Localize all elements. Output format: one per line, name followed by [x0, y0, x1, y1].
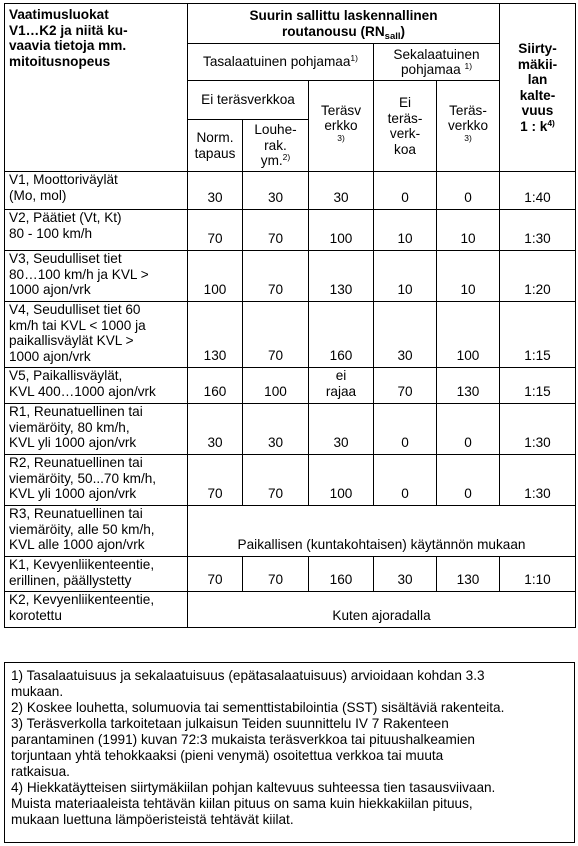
row-label: V4, Seudulliset tiet 60 km/h tai KVL < 1000 ja paikallisväylät KVL > 1000 ajon/vrk — [5, 302, 188, 368]
header-flat-subsoil — [188, 44, 374, 81]
row-value: 160 — [309, 557, 374, 592]
header-mixed-subsoil-line1: Sekalaatuinen — [393, 46, 480, 62]
table-row — [5, 506, 576, 557]
row-value: 10 — [437, 210, 500, 251]
row-value: 100 — [243, 368, 309, 404]
header-flat-subsoil-text: Tasalaatuinen pohjamaa — [203, 54, 351, 70]
row-value: 70 — [243, 251, 309, 302]
row-value: 1:20 — [500, 251, 576, 302]
row-merged-value: Paikallisen (kuntakohtaisen) käytännön mukaan — [188, 506, 576, 557]
header-mixed-subsoil — [374, 44, 500, 81]
row-value: 0 — [437, 172, 500, 210]
row-value: 70 — [243, 455, 309, 506]
header-rock-text: Louhe- rak. ym. — [254, 122, 297, 169]
footnote: 3) Teräsverkolla tarkoitetaan julkaisun Teiden suunnittelu IV 7 Rakenteen parantaminen (1991) kuvan 72:3 mukaista teräsverkkoa tai pituushalkeamien torjuntaan yhtä tehokkaaksi (pieni venymä) osoitettua verkkoa tai muuta ratkaisua. — [11, 716, 475, 779]
row-value: 30 — [374, 557, 437, 592]
footnote: 1) Tasalaatuisuus ja sekalaatuisuus (epätasalaatuisuus) arvioidaan kohdan 3.3 mukaan. — [11, 668, 485, 699]
header-max-frost-heave — [188, 4, 500, 44]
row-value: 10 — [437, 251, 500, 302]
row-label: K2, Kevyenliikenteentie, korotettu — [5, 592, 188, 628]
table-row — [5, 251, 576, 302]
header-mixed-sup: 1) — [464, 61, 473, 71]
row-value: 0 — [437, 404, 500, 455]
row-value: 0 — [374, 172, 437, 210]
row-value: 70 — [188, 557, 243, 592]
row-value: ei rajaa — [309, 368, 374, 404]
row-value: 1:10 — [500, 557, 576, 592]
row-value: 100 — [309, 210, 374, 251]
table-row — [5, 557, 576, 592]
row-value: 0 — [437, 455, 500, 506]
row-value: 160 — [188, 368, 243, 404]
row-label: V1, Moottoriväylät (Mo, mol) — [5, 172, 188, 210]
row-value: 1:40 — [500, 172, 576, 210]
row-merged-value: Kuten ajoradalla — [188, 592, 576, 628]
row-value: 70 — [188, 455, 243, 506]
header-max-frost-heave-close: ) — [400, 23, 406, 39]
header-slope-text: Siirty- mäkii- lan kalte- vuus 1 : k — [517, 41, 558, 134]
row-value: 130 — [437, 557, 500, 592]
row-value: 30 — [374, 302, 437, 368]
row-value: 1:15 — [500, 368, 576, 404]
row-value: 100 — [437, 302, 500, 368]
header-flat-sup: 1) — [350, 53, 358, 64]
row-value: 30 — [309, 172, 374, 210]
row-label: V3, Seudulliset tiet 80…100 km/h ja KVL > 1000 ajon/vrk — [5, 251, 188, 302]
row-value: 30 — [243, 172, 309, 210]
row-value: 70 — [243, 210, 309, 251]
table-row — [5, 404, 576, 455]
row-value: 30 — [243, 404, 309, 455]
row-value: 0 — [374, 404, 437, 455]
header-max-frost-heave-line2: routanousu (RN — [281, 23, 385, 39]
row-value: 1:30 — [500, 404, 576, 455]
row-value: 1:30 — [500, 210, 576, 251]
row-label: R2, Reunatuellinen tai viemäröity, 50...70 km/h, KVL yli 1000 ajon/vrk — [5, 455, 188, 506]
row-value: 70 — [243, 557, 309, 592]
table-row — [5, 455, 576, 506]
footnotes — [4, 662, 575, 843]
row-label: R1, Reunatuellinen tai viemäröity, 80 km/h, KVL yli 1000 ajon/vrk — [5, 404, 188, 455]
row-value: 130 — [437, 368, 500, 404]
header-slope — [500, 4, 576, 172]
header-steel-mesh — [309, 81, 374, 172]
header-mixed-steel-sup: 3) — [464, 132, 472, 143]
header-rock-structure — [243, 120, 309, 172]
header-rock-sup: 2) — [282, 152, 291, 163]
row-value: 160 — [309, 302, 374, 368]
row-value: 70 — [243, 302, 309, 368]
row-label: K1, Kevyenliikenteentie, erillinen, päällystetty — [5, 557, 188, 592]
requirements-table — [4, 3, 576, 628]
footnote: 2) Koskee louhetta, solumuovia tai sementtistabilointia (SST) sisältäviä rakenteita. — [11, 700, 505, 715]
row-value: 0 — [374, 455, 437, 506]
row-value: 30 — [188, 172, 243, 210]
row-value: 30 — [309, 404, 374, 455]
row-value: 130 — [309, 251, 374, 302]
header-mixed-steel — [437, 81, 500, 172]
row-value: 30 — [188, 404, 243, 455]
row-value: 10 — [374, 251, 437, 302]
header-mixed-subsoil-line2: pohjamaa — [400, 62, 461, 77]
header-no-steel-mesh: Ei teräsverkkoa — [188, 81, 309, 120]
header-requirement-class: Vaatimusluokat V1…K2 ja niitä ku- vaavia tietoja mm. mitoitusnopeus — [5, 4, 188, 172]
table-row — [5, 592, 576, 628]
row-label: R3, Reunatuellinen tai viemäröity, alle 50 km/h, KVL alle 1000 ajon/vrk — [5, 506, 188, 557]
footnote: 4) Hiekkatäytteisen siirtymäkiilan pohjan kaltevuus suhteessa tien tasausviivaan. Muista materiaaleista tehtävän kiilan pituus on sama kuin hiekkakiilan pituus, mukaan luettuna lämpöeristeistä tehtävät kiilat. — [11, 780, 496, 827]
header-steel-mesh-line1: Teräsv — [320, 102, 362, 118]
row-label: V2, Päätiet (Vt, Kt) 80 - 100 km/h — [5, 210, 188, 251]
header-steel-mesh-line2: erkko — [324, 118, 358, 134]
header-mixed-steel-text: Teräs- verkko — [447, 102, 489, 134]
row-value: 130 — [188, 302, 243, 368]
table-row — [5, 302, 576, 368]
row-value: 100 — [188, 251, 243, 302]
row-value: 70 — [374, 368, 437, 404]
header-mixed-no-steel: Ei teräs- verk- koa — [374, 81, 437, 172]
header-normal-case: Norm. tapaus — [188, 120, 243, 172]
header-max-frost-heave-line1: Suurin sallittu laskennallinen — [249, 8, 438, 23]
table-row — [5, 172, 576, 210]
header-sall-subscript: sall — [384, 30, 401, 42]
row-value: 1:15 — [500, 302, 576, 368]
table-body — [5, 172, 576, 628]
table-row — [5, 210, 576, 251]
row-value: 100 — [309, 455, 374, 506]
row-value: 70 — [188, 210, 243, 251]
header-slope-sup: 4) — [547, 117, 555, 128]
table-row — [5, 368, 576, 404]
row-value: 1:30 — [500, 455, 576, 506]
row-value: 10 — [374, 210, 437, 251]
row-label: V5, Paikallisväylät, KVL 400…1000 ajon/vrk — [5, 368, 188, 404]
header-steel-sup: 3) — [337, 132, 345, 143]
